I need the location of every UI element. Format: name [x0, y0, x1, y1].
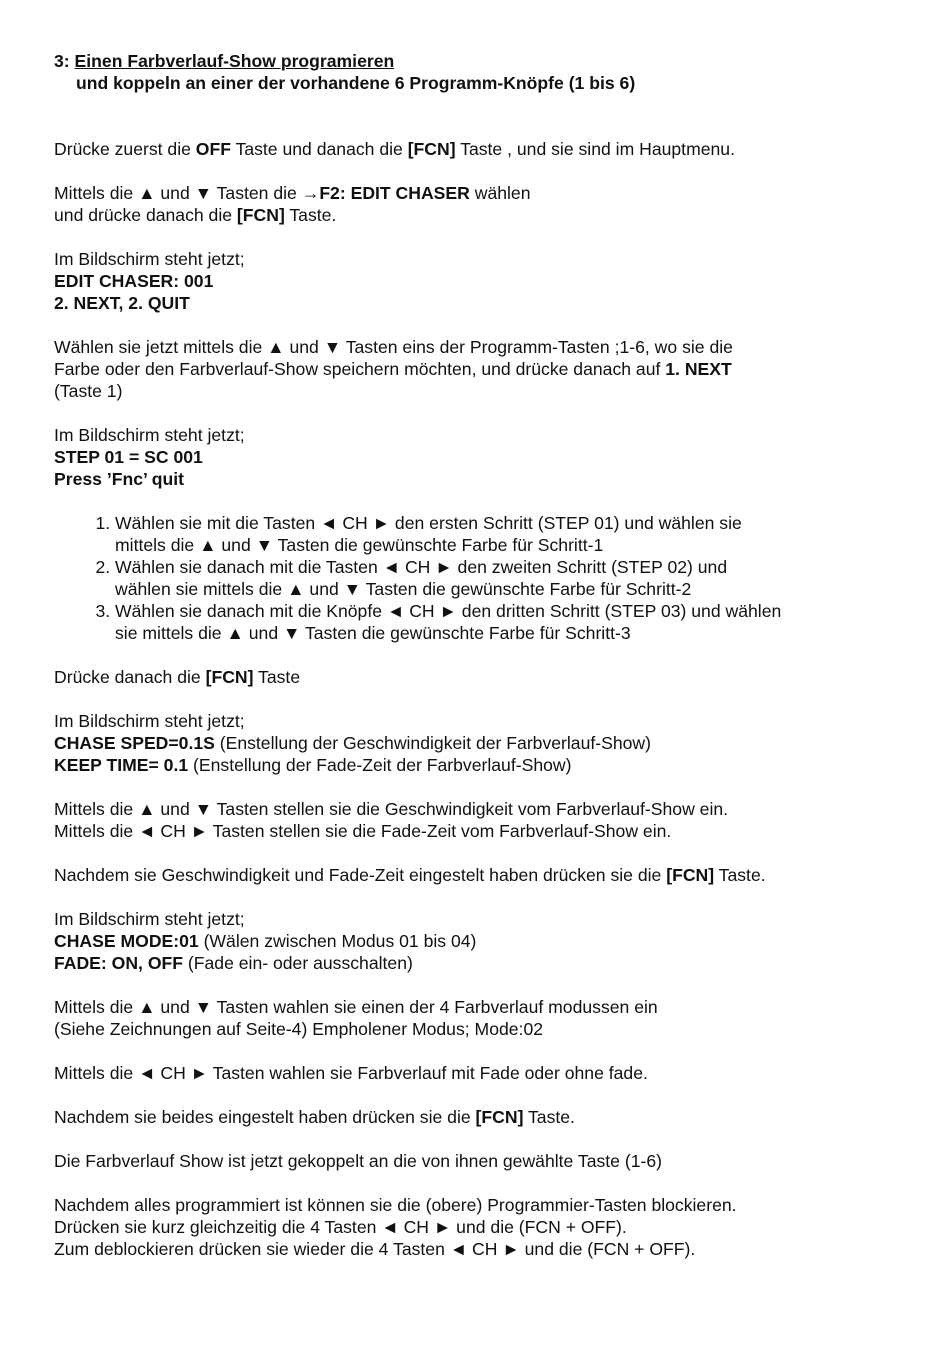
screen-label: Im Bildschirm steht jetzt;: [54, 711, 245, 731]
screen-line: CHASE MODE:01 (Wälen zwischen Modus 01 bis 04): [54, 931, 477, 951]
lock-paragraph: Nachdem alles programmiert ist können sie die (obere) Programmier-Tasten blockieren. Drücken sie kurz gleichzeitig die 4 Tasten ◄ CH ► und die (FCN + OFF). Zum deblockieren drücken sie wieder die 4 Tasten ◄ CH ► und die (FCN + OFF).: [54, 1195, 737, 1259]
section-heading: [54, 50, 904, 72]
screen-display-4: [54, 908, 904, 974]
section-subtitle: und koppeln an einer der vorhandene 6 Programm-Knöpfe (1 bis 6): [76, 73, 636, 93]
list-item: 3. Wählen sie danach mit die Knöpfe ◄ CH ► den dritten Schritt (STEP 03) und wählen sie mittels die ▲ und ▼ Tasten die gewünschte Farbe für Schritt-3: [115, 600, 904, 644]
mode-paragraph: Mittels die ▲ und ▼ Tasten wahlen sie einen der 4 Farbverlauf modussen ein (Siehe Zeichnungen auf Seite-4) Empholener Modus; Mode:02: [54, 997, 658, 1039]
screen-line: CHASE SPED=0.1S (Enstellung der Geschwindigkeit der Farbverlauf-Show): [54, 733, 651, 753]
fade-paragraph: Mittels die ◄ CH ► Tasten wahlen sie Farbverlauf mit Fade oder ohne fade.: [54, 1063, 648, 1083]
screen-display-3: [54, 710, 904, 776]
section-title: Einen Farbverlauf-Show programieren: [74, 51, 395, 71]
document-page: [54, 50, 904, 1260]
list-item: 2. Wählen sie danach mit die Tasten ◄ CH ► den zweiten Schritt (STEP 02) und wählen sie mittels die ▲ und ▼ Tasten die gewünschte Farbe für Schritt-2: [115, 556, 904, 600]
select-menu-paragraph: Mittels die ▲ und ▼ Tasten die →F2: EDIT CHASER wählen und drücke danach die [FCN] Taste.: [54, 183, 531, 225]
coupled-paragraph: Die Farbverlauf Show ist jetzt gekoppelt an die von ihnen gewählte Taste (1-6): [54, 1151, 662, 1171]
section-number: 3:: [54, 51, 75, 71]
screen-label: Im Bildschirm steht jetzt;: [54, 909, 245, 929]
screen-display-1: [54, 248, 904, 314]
after-both-paragraph: Nachdem sie beides eingestelt haben drücken sie die [FCN] Taste.: [54, 1107, 575, 1127]
screen-display-2: [54, 424, 904, 490]
screen-line: EDIT CHASER: 001: [54, 271, 214, 291]
screen-line: STEP 01 = SC 001: [54, 447, 203, 467]
speed-fade-paragraph: Mittels die ▲ und ▼ Tasten stellen sie die Geschwindigkeit vom Farbverlauf-Show ein. Mittels die ◄ CH ► Tasten stellen sie die Fade-Zeit vom Farbverlauf-Show ein.: [54, 799, 729, 841]
intro-paragraph: Drücke zuerst die OFF Taste und danach die [FCN] Taste , und sie sind im Hauptmenu.: [54, 139, 735, 159]
after-settings-paragraph: Nachdem sie Geschwindigkeit und Fade-Zeit eingestelt haben drücken sie die [FCN] Taste.: [54, 865, 766, 885]
screen-line: 2. NEXT, 2. QUIT: [54, 293, 190, 313]
screen-line: KEEP TIME= 0.1 (Enstellung der Fade-Zeit der Farbverlauf-Show): [54, 755, 572, 775]
press-fcn-paragraph: Drücke danach die [FCN] Taste: [54, 667, 301, 687]
list-item: 1. Wählen sie mit die Tasten ◄ CH ► den ersten Schritt (STEP 01) und wählen sie mittels die ▲ und ▼ Tasten die gewünschte Farbe für Schritt-1: [115, 512, 904, 556]
screen-line: Press ’Fnc’ quit: [54, 469, 185, 489]
screen-line: FADE: ON, OFF (Fade ein- oder ausschalten): [54, 953, 413, 973]
choose-program-paragraph: Wählen sie jetzt mittels die ▲ und ▼ Tasten eins der Programm-Tasten ;1-6, wo sie die Farbe oder den Farbverlauf-Show speichern möchten, und drücke danach auf 1. NEXT (Taste 1): [54, 337, 733, 401]
steps-list: [54, 512, 904, 644]
screen-label: Im Bildschirm steht jetzt;: [54, 425, 245, 445]
screen-label: Im Bildschirm steht jetzt;: [54, 249, 245, 269]
